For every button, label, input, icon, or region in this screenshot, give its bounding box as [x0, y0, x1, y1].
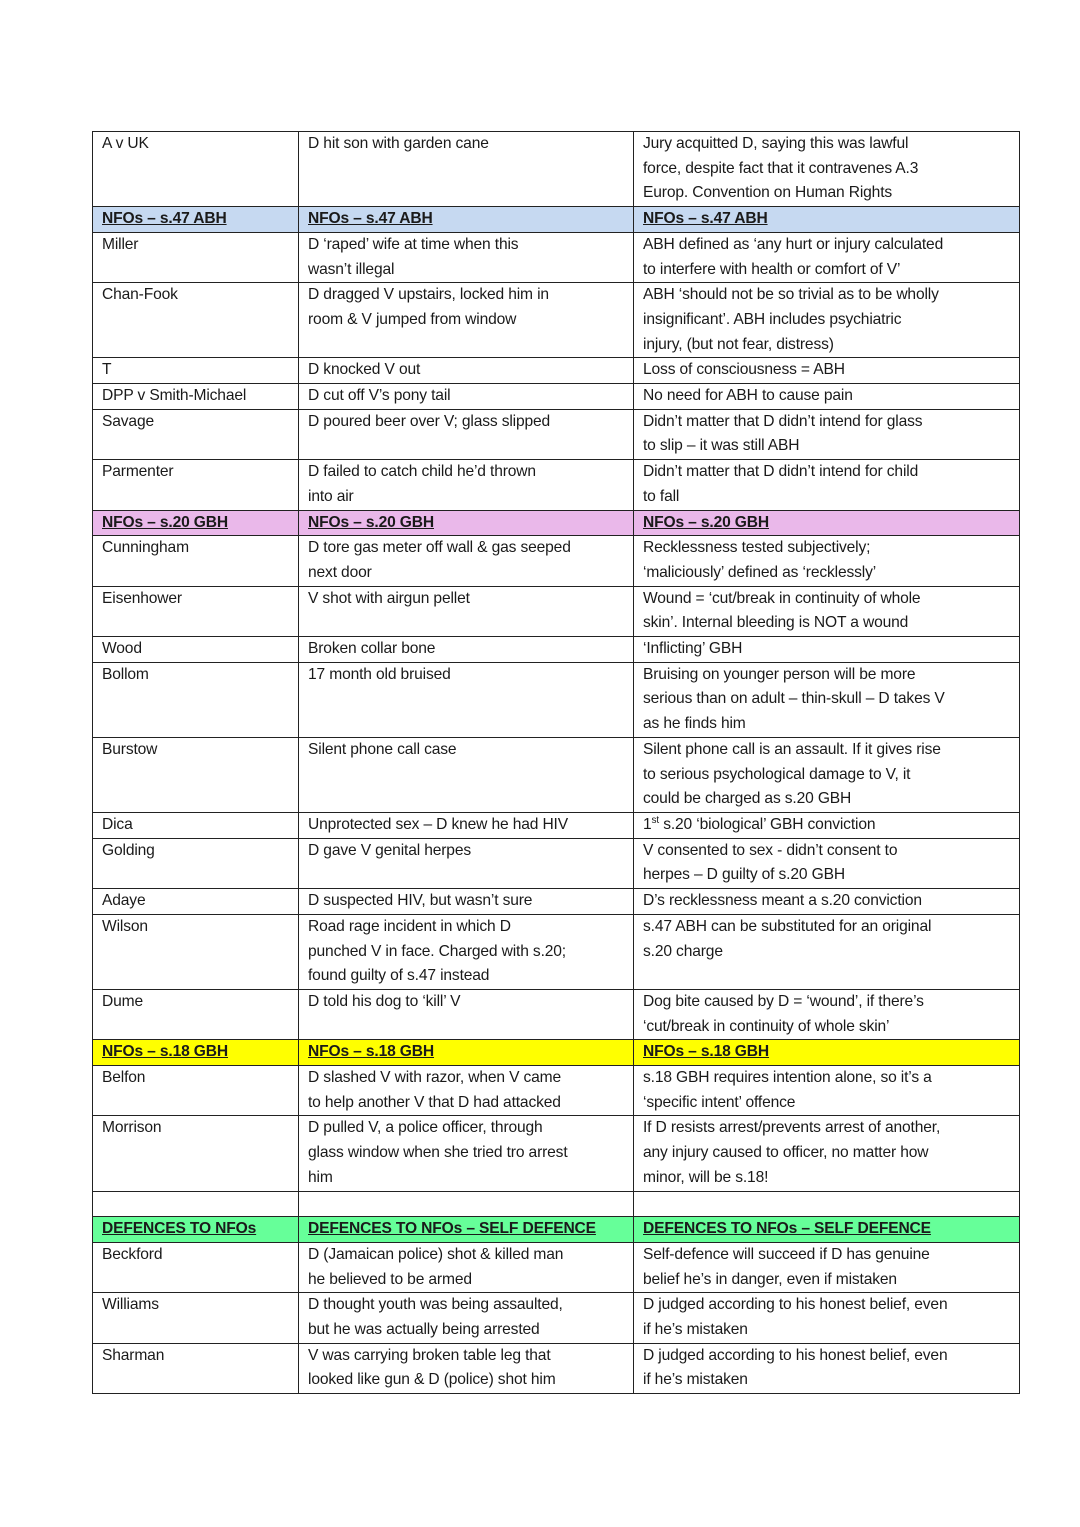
principle-cell [634, 1191, 1020, 1217]
case-name-cell: Wood [93, 637, 299, 663]
case-name-cell: Cunningham [93, 536, 299, 586]
table-row [93, 812, 1020, 838]
case-name-cell: DEFENCES TO NFOs [93, 1217, 299, 1243]
facts-cell: D hit son with garden cane [299, 132, 634, 207]
facts-cell: 17 month old bruised [299, 662, 634, 737]
section-header-row [93, 1217, 1020, 1243]
facts-cell: Silent phone call case [299, 737, 634, 812]
facts-cell: V shot with airgun pellet [299, 586, 634, 636]
case-name-cell: NFOs – s.20 GBH [93, 510, 299, 536]
principle-cell: D’s recklessness meant a s.20 conviction [634, 889, 1020, 915]
facts-cell: D gave V genital herpes [299, 838, 634, 888]
principle-cell: NFOs – s.20 GBH [634, 510, 1020, 536]
facts-cell: D suspected HIV, but wasn’t sure [299, 889, 634, 915]
section-header-row [93, 207, 1020, 233]
case-name-cell: Dume [93, 989, 299, 1039]
principle-cell: Jury acquitted D, saying this was lawful force, despite fact that it contravenes A.3 Europ. Convention on Human Rights [634, 132, 1020, 207]
principle-cell: NFOs – s.47 ABH [634, 207, 1020, 233]
facts-cell: NFOs – s.20 GBH [299, 510, 634, 536]
table-row [93, 132, 1020, 207]
case-name-cell: Adaye [93, 889, 299, 915]
case-name-cell: Beckford [93, 1242, 299, 1292]
principle-cell: Bruising on younger person will be more serious than on adult – thin-skull – D takes V as he finds him [634, 662, 1020, 737]
table-row [93, 232, 1020, 282]
table-row [93, 409, 1020, 459]
principle-cell: Silent phone call is an assault. If it gives rise to serious psychological damage to V, it could be charged as s.20 GBH [634, 737, 1020, 812]
empty-row [93, 1191, 1020, 1217]
table-row [93, 283, 1020, 358]
table-row [93, 737, 1020, 812]
principle-cell: No need for ABH to cause pain [634, 384, 1020, 410]
table-row [93, 838, 1020, 888]
facts-cell: Unprotected sex – D knew he had HIV [299, 812, 634, 838]
principle-cell: ABH defined as ‘any hurt or injury calculated to interfere with health or comfort of V’ [634, 232, 1020, 282]
section-header-row [93, 510, 1020, 536]
case-name-cell: T [93, 358, 299, 384]
case-name-cell [93, 1191, 299, 1217]
case-name-cell: NFOs – s.47 ABH [93, 207, 299, 233]
principle-cell: s.47 ABH can be substituted for an original s.20 charge [634, 914, 1020, 989]
case-name-cell: Sharman [93, 1343, 299, 1393]
case-name-cell: Williams [93, 1293, 299, 1343]
case-law-table [92, 131, 1020, 1394]
principle-cell: Recklessness tested subjectively; ‘maliciously’ defined as ‘recklessly’ [634, 536, 1020, 586]
facts-cell: D knocked V out [299, 358, 634, 384]
principle-text: s.20 ‘biological’ GBH conviction [659, 815, 876, 833]
table-row [93, 536, 1020, 586]
principle-cell: Loss of consciousness = ABH [634, 358, 1020, 384]
table-row [93, 989, 1020, 1039]
section-header-row [93, 1040, 1020, 1066]
facts-cell: NFOs – s.18 GBH [299, 1040, 634, 1066]
case-name-cell: Dica [93, 812, 299, 838]
principle-cell: Didn’t matter that D didn’t intend for glass to slip – it was still ABH [634, 409, 1020, 459]
principle-cell [634, 812, 1020, 838]
facts-cell: D told his dog to ‘kill’ V [299, 989, 634, 1039]
principle-cell: Didn’t matter that D didn’t intend for child to fall [634, 460, 1020, 510]
principle-cell: Dog bite caused by D = ‘wound’, if there’s ‘cut/break in continuity of whole skin’ [634, 989, 1020, 1039]
facts-cell: V was carrying broken table leg that looked like gun & D (police) shot him [299, 1343, 634, 1393]
case-name-cell: Eisenhower [93, 586, 299, 636]
principle-cell: D judged according to his honest belief, even if he’s mistaken [634, 1293, 1020, 1343]
facts-cell: D tore gas meter off wall & gas seeped next door [299, 536, 634, 586]
facts-cell: D thought youth was being assaulted, but he was actually being arrested [299, 1293, 634, 1343]
table-row [93, 662, 1020, 737]
principle-cell: s.18 GBH requires intention alone, so it’s a ‘specific intent’ offence [634, 1066, 1020, 1116]
case-name-cell: A v UK [93, 132, 299, 207]
case-name-cell: DPP v Smith-Michael [93, 384, 299, 410]
facts-cell: D dragged V upstairs, locked him in room & V jumped from window [299, 283, 634, 358]
table-body [93, 132, 1020, 1394]
facts-cell: NFOs – s.47 ABH [299, 207, 634, 233]
facts-cell: D (Jamaican police) shot & killed man he believed to be armed [299, 1242, 634, 1292]
table-row [93, 1343, 1020, 1393]
table-row [93, 1116, 1020, 1191]
case-name-cell: NFOs – s.18 GBH [93, 1040, 299, 1066]
case-name-cell: Wilson [93, 914, 299, 989]
principle-cell: D judged according to his honest belief, even if he’s mistaken [634, 1343, 1020, 1393]
principle-cell: ‘Inflicting’ GBH [634, 637, 1020, 663]
principle-cell: Self-defence will succeed if D has genuine belief he’s in danger, even if mistaken [634, 1242, 1020, 1292]
principle-cell: NFOs – s.18 GBH [634, 1040, 1020, 1066]
facts-cell: D pulled V, a police officer, through glass window when she tried tro arrest him [299, 1116, 634, 1191]
case-name-cell: Chan-Fook [93, 283, 299, 358]
facts-cell: D slashed V with razor, when V came to help another V that D had attacked [299, 1066, 634, 1116]
table-row [93, 384, 1020, 410]
case-name-cell: Savage [93, 409, 299, 459]
table-row [93, 1066, 1020, 1116]
table-row [93, 637, 1020, 663]
principle-cell: If D resists arrest/prevents arrest of another, any injury caused to officer, no matter how minor, will be s.18! [634, 1116, 1020, 1191]
facts-cell [299, 1191, 634, 1217]
principle-cell: Wound = ‘cut/break in continuity of whole skin’. Internal bleeding is NOT a wound [634, 586, 1020, 636]
ordinal-suffix: st [651, 814, 660, 826]
case-name-cell: Burstow [93, 737, 299, 812]
facts-cell: D failed to catch child he’d thrown into air [299, 460, 634, 510]
facts-cell: D ‘raped’ wife at time when this wasn’t illegal [299, 232, 634, 282]
case-name-cell: Belfon [93, 1066, 299, 1116]
table-row [93, 460, 1020, 510]
facts-cell: D poured beer over V; glass slipped [299, 409, 634, 459]
ordinal-number: 1 [643, 815, 652, 833]
principle-cell: V consented to sex - didn’t consent to herpes – D guilty of s.20 GBH [634, 838, 1020, 888]
table-row [93, 1293, 1020, 1343]
table-row [93, 586, 1020, 636]
facts-cell: Broken collar bone [299, 637, 634, 663]
table-row [93, 914, 1020, 989]
case-name-cell: Parmenter [93, 460, 299, 510]
principle-cell: DEFENCES TO NFOs – SELF DEFENCE [634, 1217, 1020, 1243]
table-row [93, 358, 1020, 384]
principle-cell: ABH ‘should not be so trivial as to be wholly insignificant’. ABH includes psychiatric injury, (but not fear, distress) [634, 283, 1020, 358]
case-name-cell: Bollom [93, 662, 299, 737]
facts-cell: Road rage incident in which D punched V in face. Charged with s.20; found guilty of s.47 instead [299, 914, 634, 989]
table-row [93, 889, 1020, 915]
case-name-cell: Morrison [93, 1116, 299, 1191]
facts-cell: D cut off V’s pony tail [299, 384, 634, 410]
table-row [93, 1242, 1020, 1292]
case-name-cell: Golding [93, 838, 299, 888]
case-name-cell: Miller [93, 232, 299, 282]
facts-cell: DEFENCES TO NFOs – SELF DEFENCE [299, 1217, 634, 1243]
